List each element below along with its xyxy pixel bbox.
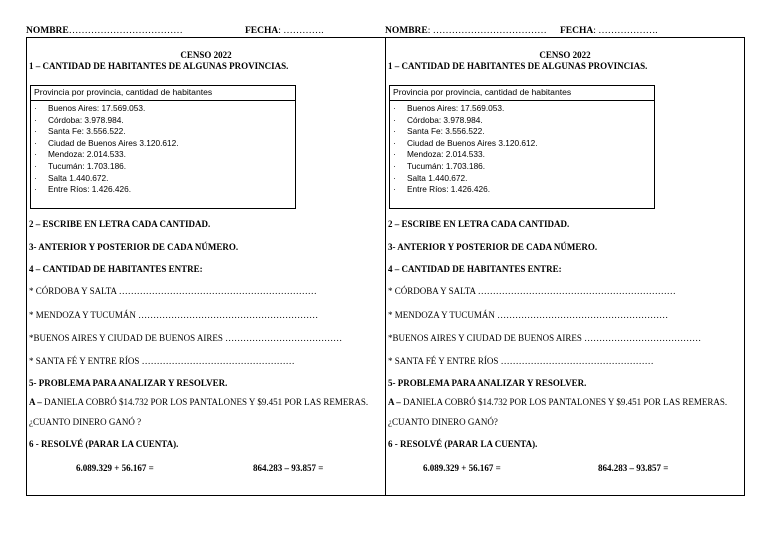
bullet-icon: ·: [393, 160, 396, 171]
bullet-icon: ·: [34, 184, 37, 195]
province-text: Buenos Aires: 17.569.053.: [48, 103, 146, 113]
list-item: [390, 173, 538, 185]
province-text: Mendoza: 2.014.533.: [48, 149, 126, 160]
table-divider: [31, 100, 295, 101]
pair-santafe-entrerios: * SANTA FÉ Y ENTRE RÍOS ……………………………………………: [29, 356, 295, 366]
fecha-label: FECHA: [560, 26, 594, 36]
question-5: 5- PROBLEMA PARA ANALIZAR Y RESOLVER.: [29, 378, 228, 388]
date-field-left: [245, 26, 324, 36]
province-text: Santa Fe: 3.556.522.: [407, 126, 485, 137]
problem-question: ¿CUANTO DINERO GANÓ?: [388, 417, 498, 427]
bullet-icon: ·: [34, 126, 37, 137]
question-1: 1 – CANTIDAD DE HABITANTES DE ALGUNAS PROVINCIAS.: [388, 61, 648, 71]
provinces-table: [30, 85, 296, 209]
bullet-icon: ·: [393, 103, 396, 113]
list-item: [31, 184, 179, 196]
list-item: [31, 138, 179, 150]
name-field-left: [26, 26, 183, 36]
sum-operation: 6.089.329 + 56.167 =: [76, 463, 154, 473]
provinces-list: [31, 103, 179, 196]
bullet-icon: ·: [393, 149, 396, 160]
pair-santafe-entrerios: * SANTA FÉ Y ENTRE RÍOS ……………………………………………: [388, 356, 654, 366]
bullet-icon: ·: [34, 160, 37, 171]
subtraction-operation: 864.283 – 93.857 =: [598, 463, 669, 473]
province-text: Córdoba: 3.978.984.: [407, 114, 483, 125]
fecha-label: FECHA: [245, 26, 279, 36]
question-4: 4 – CANTIDAD DE HABITANTES ENTRE:: [29, 264, 203, 274]
question-4: 4 – CANTIDAD DE HABITANTES ENTRE:: [388, 264, 562, 274]
problem-body: DANIELA COBRÓ $14.732 POR LOS PANTALONES Y $9.451 POR LAS REMERAS.: [41, 397, 369, 407]
province-text: Tucumán: 1.703.186.: [407, 160, 486, 171]
list-item: [31, 115, 179, 127]
pair-mendoza-tucuman: * MENDOZA Y TUCUMÁN …………………………………………………: [388, 310, 669, 320]
problem-question: ¿CUANTO DINERO GANÓ ?: [29, 417, 142, 427]
problem-text: [388, 397, 740, 407]
pair-bsas-caba: *BUENOS AIRES Y CIUDAD DE BUENOS AIRES …………………………………: [388, 333, 702, 343]
province-text: Tucumán: 1.703.186.: [48, 160, 127, 171]
province-text: Salta 1.440.672.: [407, 172, 468, 183]
province-text: Buenos Aires: 17.569.053.: [407, 103, 505, 113]
nombre-dots: : ………………………………: [427, 26, 547, 36]
date-field-right: [560, 26, 658, 36]
bullet-icon: ·: [393, 114, 396, 125]
nombre-label: NOMBRE: [385, 26, 428, 36]
list-item: [390, 184, 538, 196]
pair-bsas-caba: *BUENOS AIRES Y CIUDAD DE BUENOS AIRES …………………………………: [29, 333, 343, 343]
question-6: 6 - RESOLVÉ (PARAR LA CUENTA).: [29, 439, 179, 449]
question-6: 6 - RESOLVÉ (PARAR LA CUENTA).: [388, 439, 538, 449]
pair-cordoba-salta: * CÓRDOBA Y SALTA …………………………………………………………: [388, 286, 676, 296]
list-item: [31, 149, 179, 161]
province-text: Entre Ríos: 1.426.426.: [407, 184, 491, 195]
worksheet-right: [385, 37, 745, 496]
question-3: 3- ANTERIOR Y POSTERIOR DE CADA NÚMERO.: [388, 242, 598, 252]
province-text: Ciudad de Buenos Aires 3.120.612.: [407, 137, 538, 148]
province-text: Mendoza: 2.014.533.: [407, 149, 485, 160]
problem-label: A –: [29, 397, 42, 407]
bullet-icon: ·: [393, 126, 396, 137]
list-item: [390, 115, 538, 127]
bullet-icon: ·: [393, 184, 396, 195]
provinces-table-header: Provincia por provincia, cantidad de habitantes: [393, 87, 572, 97]
bullet-icon: ·: [34, 137, 37, 148]
pair-cordoba-salta: * CÓRDOBA Y SALTA …………………………………………………………: [29, 286, 317, 296]
question-5: 5- PROBLEMA PARA ANALIZAR Y RESOLVER.: [388, 378, 587, 388]
province-text: Salta 1.440.672.: [48, 172, 109, 183]
provinces-table-header: Provincia por provincia, cantidad de habitantes: [34, 87, 213, 97]
province-text: Córdoba: 3.978.984.: [48, 114, 124, 125]
province-text: Entre Ríos: 1.426.426.: [48, 184, 132, 195]
list-item: [31, 103, 179, 115]
list-item: [390, 161, 538, 173]
table-divider: [390, 100, 654, 101]
fecha-dots: : ………….: [278, 26, 324, 36]
list-item: [390, 103, 538, 115]
bullet-icon: ·: [34, 103, 37, 113]
problem-body: DANIELA COBRÓ $14.732 POR LOS PANTALONES Y $9.451 POR LAS REMERAS.: [400, 397, 728, 407]
question-1: 1 – CANTIDAD DE HABITANTES DE ALGUNAS PROVINCIAS.: [29, 61, 289, 71]
name-field-right: [385, 26, 547, 36]
bullet-icon: ·: [34, 149, 37, 160]
list-item: [31, 173, 179, 185]
fecha-dots: : ……………….: [593, 26, 658, 36]
nombre-label: NOMBRE: [26, 26, 69, 36]
bullet-icon: ·: [393, 172, 396, 183]
province-text: Santa Fe: 3.556.522.: [48, 126, 126, 137]
bullet-icon: ·: [393, 137, 396, 148]
pair-mendoza-tucuman: * MENDOZA Y TUCUMÁN ……………………………………………………: [29, 310, 319, 320]
provinces-list: [390, 103, 538, 196]
sum-operation: 6.089.329 + 56.167 =: [423, 463, 501, 473]
question-3: 3- ANTERIOR Y POSTERIOR DE CADA NÚMERO.: [29, 242, 239, 252]
nombre-dots: ………………………………: [68, 26, 183, 36]
subtraction-operation: 864.283 – 93.857 =: [253, 463, 324, 473]
list-item: [31, 161, 179, 173]
question-2: 2 – ESCRIBE EN LETRA CADA CANTIDAD.: [29, 219, 211, 229]
problem-label: A –: [388, 397, 401, 407]
list-item: [390, 149, 538, 161]
list-item: [31, 126, 179, 138]
provinces-table: [389, 85, 655, 209]
question-2: 2 – ESCRIBE EN LETRA CADA CANTIDAD.: [388, 219, 570, 229]
problem-text: [29, 397, 381, 407]
list-item: [390, 138, 538, 150]
list-item: [390, 126, 538, 138]
worksheet-left: [26, 37, 386, 496]
worksheet-title: CENSO 2022: [180, 50, 232, 60]
worksheet-title: CENSO 2022: [539, 50, 591, 60]
province-text: Ciudad de Buenos Aires 3.120.612.: [48, 137, 179, 148]
bullet-icon: ·: [34, 172, 37, 183]
bullet-icon: ·: [34, 114, 37, 125]
